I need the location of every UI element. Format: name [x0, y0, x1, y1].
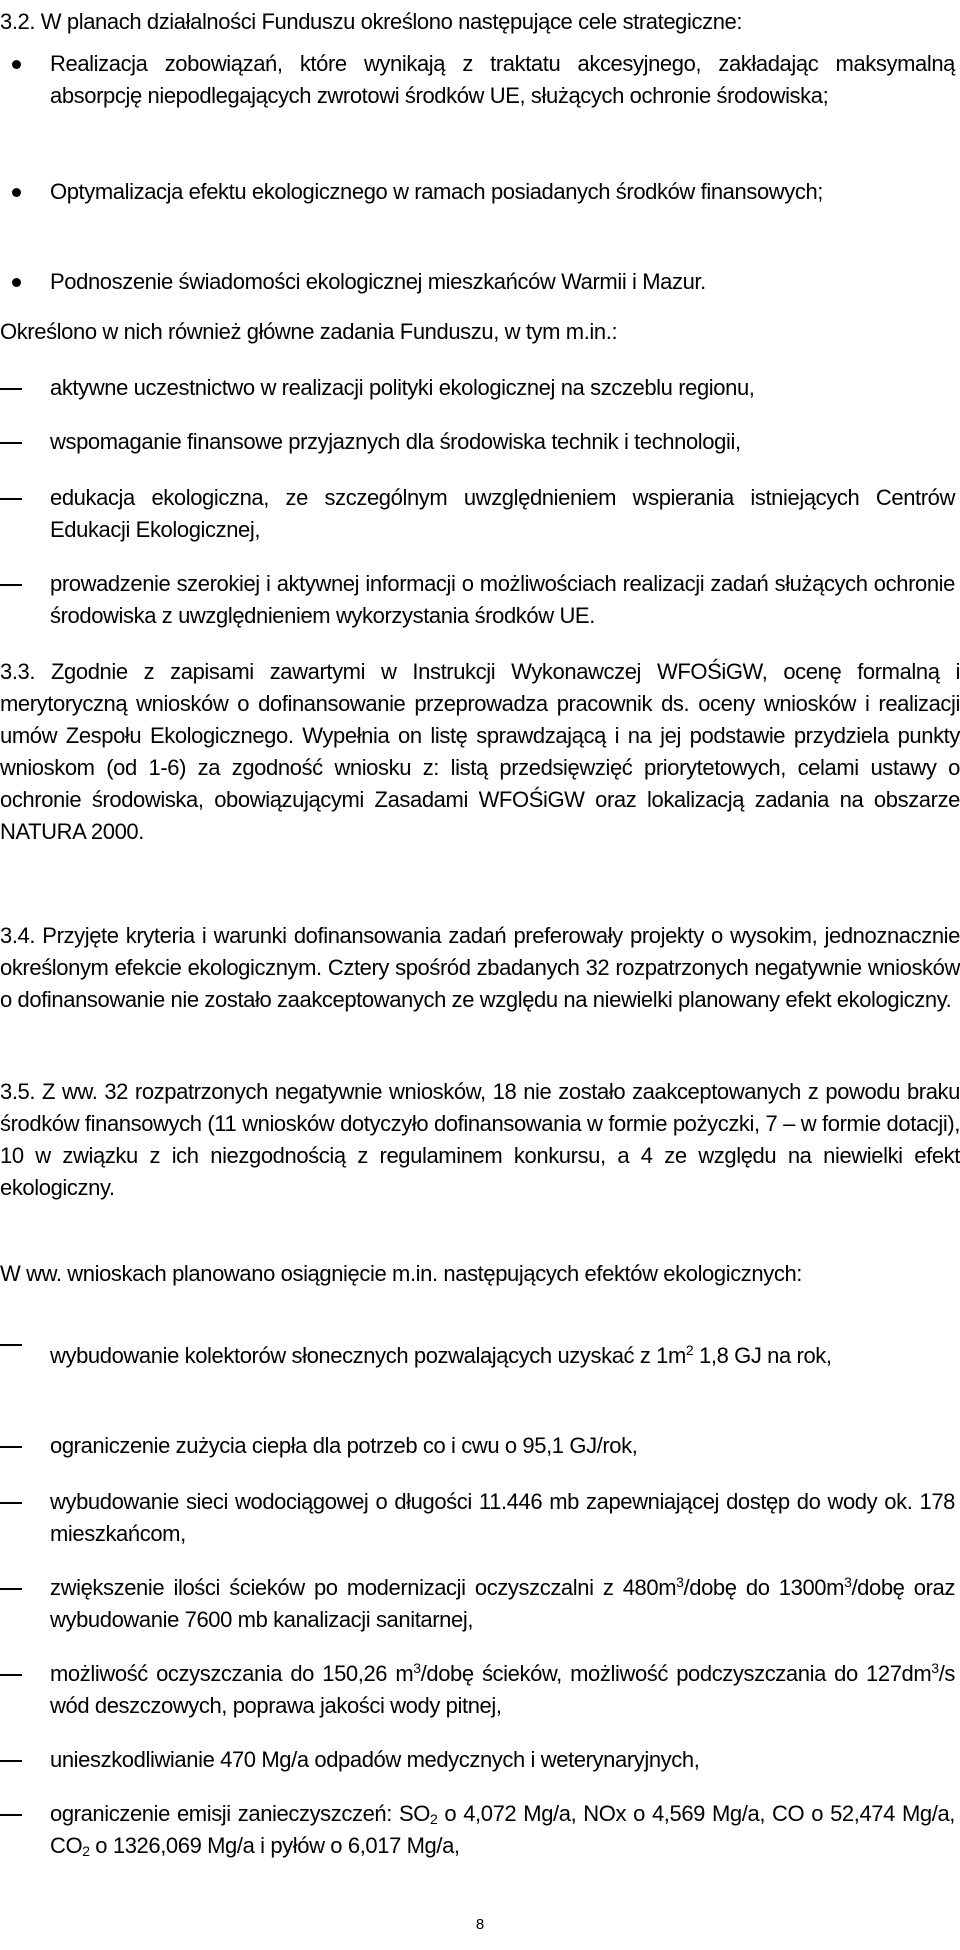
list-item-text: możliwość oczyszczania do 150,26 $m^3$/dobę ścieków, możliwość podczyszczania do $127dm^3/s$ wód deszczowych, poprawa jakości wody pitnej, [50, 1660, 955, 1718]
section-3-4-paragraph: 3.4. Przyjęte kryteria i warunki dofinansowania zadań preferowały projekty o wysokim, jednoznacznie określonym efekcie ekologicznym. Cztery spośród zbadanych 32 rozpatrzonych negatywnie wniosków o dofinansowanie nie zostało zaakceptowanych ze względu na niewielki planowany efekt ekologiczny. [0, 923, 960, 1012]
page-number: 8 [475, 1916, 485, 1933]
section-3-5-paragraph: 3.5. Z ww. 32 rozpatrzonych negatywnie wniosków, 18 nie zostało zaakceptowanych z powodu braku środków finansowych (11 wniosków dotyczyło dofinansowania w formie pożyczki, 7 – w formie dotacji), 10 w związku z ich niezgodnością z regulaminem konkursu, a 4 ze względu na niewielki efekt ekologiczny. [0, 1079, 960, 1200]
dash-icon [0, 1344, 22, 1346]
dash-icon [0, 1446, 22, 1448]
list-item-text: wybudowanie kolektorów słonecznych pozwalających uzyskać z $1m^2$ 1,8 GJ na rok, [50, 1342, 832, 1368]
list-item-text: Podnoszenie świadomości ekologicznej mieszkańców Warmii i Mazur. [50, 269, 706, 294]
list-item-text: unieszkodliwianie 470 Mg/a odpadów medycznych i weterynaryjnych, [50, 1747, 700, 1772]
dash-icon [0, 388, 22, 390]
list-item-text: prowadzenie szerokiej i aktywnej informacji o możliwościach realizacji zadań służących ochronie środowiska z uwzględnieniem wykorzystania środków UE. [50, 571, 955, 628]
section-3-2-heading: 3.2. W planach działalności Funduszu określono następujące cele strategiczne: [0, 9, 743, 34]
dash-icon [0, 498, 22, 500]
bullet-icon [12, 60, 21, 69]
list-item-text: wspomaganie finansowe przyjaznych dla środowiska technik i technologii, [50, 429, 741, 454]
effects-intro: W ww. wnioskach planowano osiągnięcie m.in. następujących efektów ekologicznych: [0, 1261, 802, 1286]
dash-icon [0, 584, 22, 586]
dash-icon [0, 442, 22, 444]
bullet-icon [12, 278, 21, 287]
tasks-intro: Określono w nich również główne zadania Funduszu, w tym m.in.: [0, 319, 618, 344]
list-item-text: zwiększenie ilości ścieków po modernizacji oczyszczalni z $480m^3$/dobę do $1300m^3$/dobę oraz wybudowanie 7600 mb kanalizacji sanitarnej, [50, 1574, 955, 1632]
dash-icon [0, 1760, 22, 1762]
list-item-text: Realizacja zobowiązań, które wynikają z traktatu akcesyjnego, zakładając maksymalną absorpcję niepodlegających zwrotowi środków UE, służących ochronie środowiska; [50, 51, 955, 108]
list-item-text: Optymalizacja efektu ekologicznego w ramach posiadanych środków finansowych; [50, 179, 824, 204]
section-3-3-paragraph: 3.3. Zgodnie z zapisami zawartymi w Instrukcji Wykonawczej WFOŚiGW, ocenę formalną i merytoryczną wniosków o dofinansowanie przeprowadza pracownik ds. oceny wniosków i realizacji umów Zespołu Ekologicznego. Wypełnia on listę sprawdzającą i na jej podstawie przydziela punkty wnioskom (od 1-6) za zgodność wniosku z: listą przedsięwzięć priorytetowych, celami ustawy o ochronie środowiska, obowiązującymi Zasadami WFOŚiGW oraz lokalizacją zadania na obszarze NATURA 2000. [0, 659, 960, 844]
list-item-text: aktywne uczestnictwo w realizacji polityki ekologicznej na szczeblu regionu, [50, 375, 755, 400]
dash-icon [0, 1814, 22, 1816]
dash-icon [0, 1502, 22, 1504]
bullet-icon [12, 188, 21, 197]
list-item-text: edukacja ekologiczna, ze szczególnym uwzględnieniem wspierania istniejących Centrów Edukacji Ekologicznej, [50, 485, 955, 542]
dash-icon [0, 1674, 22, 1676]
list-item-text: ograniczenie emisji zanieczyszczeń: $SO_2$ o 4,072 Mg/a, NOx o 4,569 Mg/a, CO o 52,474 Mg/a, $CO_2$ o 1326,069 Mg/a i pyłów o 6,017 Mg/a, [50, 1801, 956, 1859]
list-item-text: wybudowanie sieci wodociągowej o długości 11.446 mb zapewniającej dostęp do wody ok. 178 mieszkańcom, [50, 1489, 955, 1546]
dash-icon [0, 1588, 22, 1590]
list-item-text: ograniczenie zużycia ciepła dla potrzeb co i cwu o 95,1 GJ/rok, [50, 1433, 638, 1458]
